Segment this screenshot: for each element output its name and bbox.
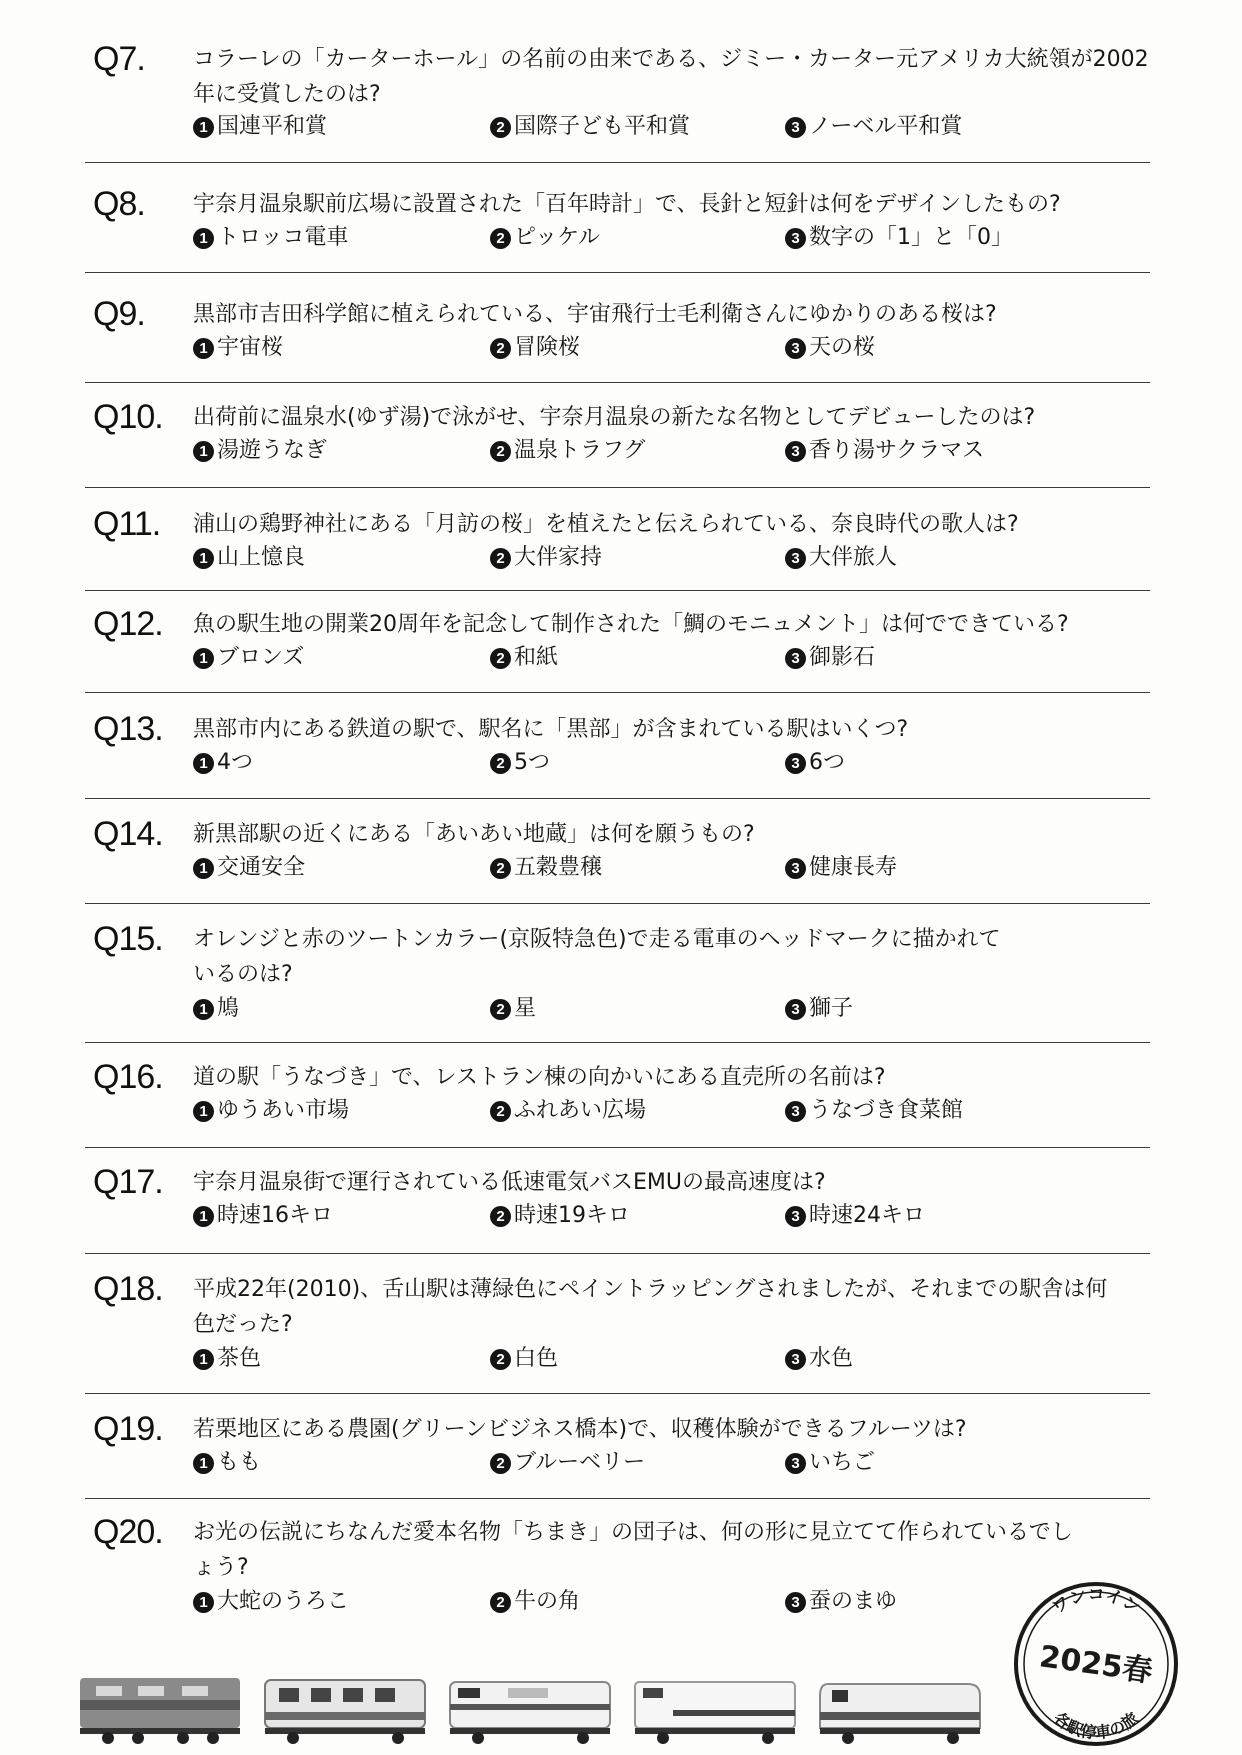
option-2 [490,543,602,573]
question-text: 黒部市吉田科学館に植えられている、宇宙飛行士毛利衛さんにゆかりのある桜は? [193,302,997,327]
option-label: 時速16キロ [217,1203,333,1228]
option-label: 茶色 [217,1346,262,1371]
option-label: 五穀豊穣 [514,855,603,880]
question-text: 宇奈月温泉街で運行されている低速電気バスEMUの最高速度は? [193,1170,826,1195]
option-1 [193,1201,333,1231]
option-2 [490,994,536,1024]
option-number-badge: 1 [193,858,214,879]
option-3 [785,1344,853,1374]
option-3 [785,1587,897,1617]
question-q16 [85,1058,1165,1128]
question-number: Q15. [93,920,163,958]
option-label: 水色 [809,1346,854,1371]
option-number-badge: 3 [785,228,806,249]
option-number-badge: 3 [785,1592,806,1613]
option-label: 大伴家持 [514,545,603,570]
option-label: 時速24キロ [809,1203,925,1228]
option-number-badge: 1 [193,1101,214,1122]
option-label: 温泉トラフグ [514,438,646,463]
question-text: 出荷前に温泉水(ゆず湯)で泳がせ、宇奈月温泉の新たな名物としてデビューしたのは? [193,405,1036,430]
divider [85,272,1150,273]
option-label: ピッケル [514,225,601,250]
option-number-badge: 2 [490,1592,511,1613]
option-2 [490,853,602,883]
option-label: 湯遊うなぎ [217,438,328,463]
option-number-badge: 2 [490,858,511,879]
option-number-badge: 2 [490,228,511,249]
option-label: 和紙 [514,645,559,670]
question-number: Q10. [93,398,163,436]
option-number-badge: 1 [193,338,214,359]
option-2 [490,748,550,778]
option-2 [490,112,690,142]
question-q20 [85,1513,1165,1621]
option-3 [785,1448,875,1478]
train-illustrations [78,1660,998,1750]
question-text: 道の駅「うなづき」で、レストラン棟の向かいにある直売所の名前は? [193,1065,886,1090]
divider [85,382,1150,383]
option-number-badge: 3 [785,999,806,1020]
option-1 [193,112,327,142]
option-label: 鳩 [217,996,240,1021]
option-3 [785,643,875,673]
option-number-badge: 3 [785,441,806,462]
divider [85,487,1150,488]
option-3 [785,748,845,778]
option-label: 山上憶良 [217,545,306,570]
option-label: 蚕のまゆ [809,1589,898,1614]
question-q18 [85,1270,1165,1378]
divider [85,1042,1150,1043]
question-text: オレンジと赤のツートンカラー(京阪特急色)で走る電車のヘッドマークに描かれているのは? [193,927,1001,987]
divider [85,903,1150,904]
option-number-badge: 2 [490,1453,511,1474]
option-number-badge: 3 [785,1101,806,1122]
option-number-badge: 2 [490,648,511,669]
option-1 [193,543,305,573]
question-q10 [85,398,1165,468]
option-label: 宇宙桜 [217,335,284,360]
option-label: もも [217,1450,262,1475]
question-number: Q17. [93,1163,163,1201]
option-number-badge: 1 [193,1453,214,1474]
question-number: Q12. [93,605,163,643]
option-label: ゆうあい市場 [217,1098,350,1123]
option-label: 白色 [514,1346,559,1371]
question-text: コラーレの「カーターホール」の名前の由来である、ジミー・カーター元アメリカ大統領が2002年に受賞したのは? [193,47,1149,107]
question-number: Q19. [93,1410,163,1448]
divider [85,1253,1150,1254]
stamp-logo [1010,1578,1182,1750]
option-number-badge: 3 [785,1349,806,1370]
option-number-badge: 3 [785,753,806,774]
option-number-badge: 1 [193,1349,214,1370]
option-number-badge: 2 [490,338,511,359]
option-number-badge: 3 [785,548,806,569]
option-number-badge: 1 [193,228,214,249]
option-label: 天の桜 [809,335,876,360]
option-2 [490,333,580,363]
stamp-bottom-text: 各駅停車の旅 [1050,1708,1142,1743]
option-1 [193,223,349,253]
option-3 [785,1096,963,1126]
option-number-badge: 2 [490,753,511,774]
stamp-year: 2025春 [1037,1639,1155,1690]
option-label: ノーベル平和賞 [809,114,963,139]
option-number-badge: 1 [193,1206,214,1227]
option-label: 健康長寿 [809,855,898,880]
question-q15 [85,920,1165,1028]
option-number-badge: 2 [490,117,511,138]
option-number-badge: 2 [490,441,511,462]
option-number-badge: 2 [490,999,511,1020]
option-label: 5つ [514,750,550,775]
train-icon [820,1684,980,1744]
question-number: Q7. [93,40,145,78]
option-number-badge: 3 [785,117,806,138]
question-number: Q20. [93,1513,163,1551]
option-number-badge: 3 [785,1206,806,1227]
option-2 [490,1344,558,1374]
option-label: 時速19キロ [514,1203,630,1228]
option-label: ふれあい広場 [514,1098,647,1123]
option-3 [785,112,962,142]
option-1 [193,748,253,778]
question-text: 浦山の鶏野神社にある「月訪の桜」を植えたと伝えられている、奈良時代の歌人は? [193,512,1019,537]
option-3 [785,223,1013,253]
option-number-badge: 3 [785,648,806,669]
divider [85,1498,1150,1499]
question-number: Q9. [93,295,145,333]
option-number-badge: 1 [193,441,214,462]
option-label: トロッコ電車 [217,225,349,250]
option-2 [490,1096,646,1126]
option-label: うなづき食菜館 [809,1098,964,1123]
option-number-badge: 2 [490,1349,511,1370]
stamp-top-text: ワンコイン [1048,1585,1144,1619]
option-number-badge: 1 [193,753,214,774]
question-q9 [85,295,1165,365]
option-number-badge: 2 [490,548,511,569]
option-3 [785,853,897,883]
question-number: Q16. [93,1058,163,1096]
question-number: Q14. [93,815,163,853]
option-1 [193,436,327,466]
divider [85,1147,1150,1148]
question-number: Q11. [93,505,161,543]
option-1 [193,994,239,1024]
option-number-badge: 2 [490,1206,511,1227]
question-q7 [85,40,1165,140]
divider [85,1393,1150,1394]
option-label: いちご [809,1450,876,1475]
train-icon [265,1680,425,1744]
option-label: 4つ [217,750,253,775]
option-number-badge: 1 [193,648,214,669]
option-number-badge: 3 [785,858,806,879]
option-2 [490,1587,580,1617]
question-text: 宇奈月温泉駅前広場に設置された「百年時計」で、長針と短針は何をデザインしたもの? [193,192,1061,217]
option-1 [193,333,283,363]
option-label: 国際子ども平和賞 [514,114,691,139]
option-label: 大蛇のうろこ [217,1589,350,1614]
option-3 [785,436,984,466]
option-1 [193,853,305,883]
divider [85,162,1150,163]
divider [85,798,1150,799]
question-q17 [85,1163,1165,1233]
question-text: 黒部市内にある鉄道の駅で、駅名に「黒部」が含まれている駅はいくつ? [193,717,909,742]
question-text: お光の伝説にちなんだ愛本名物「ちまき」の団子は、何の形に見立てて作られているでしょう? [193,1520,1073,1580]
question-q19 [85,1410,1165,1480]
question-text: 若栗地区にある農園(グリーンビジネス橋本)で、収穫体験ができるフルーツは? [193,1417,967,1442]
option-label: 交通安全 [217,855,306,880]
option-2 [490,1448,645,1478]
option-label: ブルーベリー [514,1450,646,1475]
option-3 [785,994,853,1024]
question-q13 [85,710,1165,780]
option-number-badge: 1 [193,548,214,569]
question-text: 平成22年(2010)、舌山駅は薄緑色にペイントラッピングされましたが、それまでの駅舎は何色だった? [193,1277,1108,1337]
option-label: 冒険桜 [514,335,581,360]
option-number-badge: 1 [193,1592,214,1613]
option-1 [193,643,304,673]
divider [85,692,1150,693]
option-2 [490,223,600,253]
option-number-badge: 2 [490,1101,511,1122]
option-2 [490,1201,630,1231]
question-number: Q8. [93,185,145,223]
option-number-badge: 3 [785,1453,806,1474]
option-3 [785,1201,925,1231]
divider [85,590,1150,591]
option-2 [490,643,558,673]
option-label: 御影石 [809,645,876,670]
option-number-badge: 3 [785,338,806,359]
question-q8 [85,185,1165,255]
option-label: 6つ [809,750,845,775]
option-label: 国連平和賞 [217,114,328,139]
option-label: 獅子 [809,996,854,1021]
option-1 [193,1587,349,1617]
option-2 [490,436,645,466]
question-number: Q18. [93,1270,163,1308]
option-label: 数字の「1」と「0」 [809,225,1013,250]
question-text: 新黒部駅の近くにある「あいあい地蔵」は何を願うもの? [193,822,755,847]
question-q12 [85,605,1165,675]
option-label: 牛の角 [514,1589,581,1614]
option-label: ブロンズ [217,645,305,670]
question-number: Q13. [93,710,163,748]
option-label: 星 [514,996,537,1021]
option-3 [785,543,897,573]
option-label: 香り湯サクラマス [809,438,985,463]
option-number-badge: 1 [193,999,214,1020]
train-icon [635,1682,795,1744]
question-q14 [85,815,1165,885]
option-label: 大伴旅人 [809,545,898,570]
question-q11 [85,505,1165,575]
option-1 [193,1096,349,1126]
option-3 [785,333,875,363]
train-icon [450,1682,610,1744]
option-1 [193,1448,261,1478]
option-number-badge: 1 [193,117,214,138]
option-1 [193,1344,261,1374]
train-icon [80,1678,240,1744]
question-text: 魚の駅生地の開業20周年を記念して制作された「鯛のモニュメント」は何でできている? [193,612,1069,637]
